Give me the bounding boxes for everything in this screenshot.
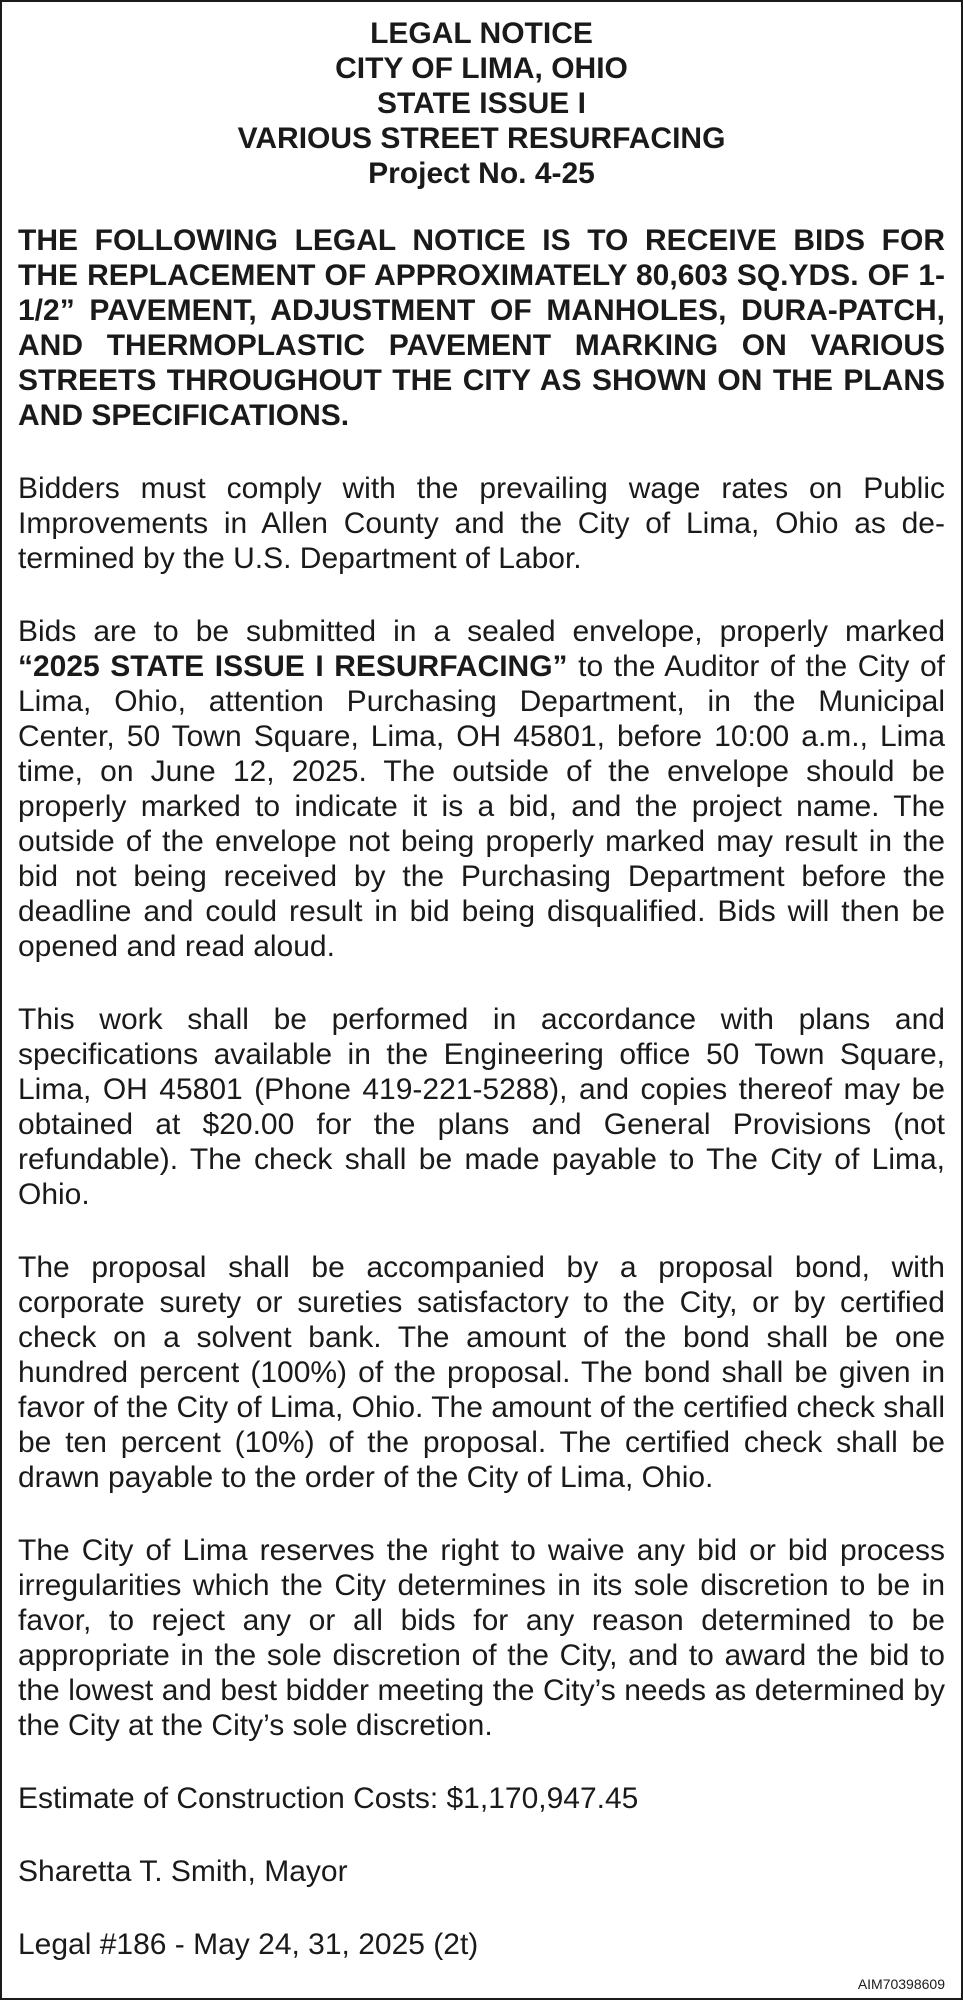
plans-paragraph: This work shall be performed in accordance with plans and specifications available in the Engineering office 50 Town Square, Lima, OH 45801 (Phone 419-221-5288), and copies thereof may be obtained at $20.00 for the plans and General Provisions (not refundable). The check shall be made payable to The City of Lima, Ohio. [18, 1003, 945, 1211]
rights-paragraph: The City of Lima reserves the right to waive any bid or bid process irregularities which the City determines in its sole discretion to be in favor, to reject any or all bids for any reason determined to be appropriate in the sole discretion of the City, and to award the bid to the lowest and best bidder meeting the City’s needs as determined by the City at the City’s sole discretion. [18, 1534, 945, 1742]
lead-paragraph: THE FOLLOWING LEGAL NOTICE IS TO RECEIVE BIDS FOR THE REPLACEMENT OF APPROXIMATELY 80,603 SQ.YDS. OF 1-1/2” PAVEMENT, ADJUSTMENT OF MANHOLES, DURA-PATCH, AND THERMOPLASTIC PAVEMENT MARKING ON VARIOUS STREETS THROUGHOUT THE CITY AS SHOWN ON THE PLANS AND SPECIFICATIONS. [18, 224, 945, 432]
submission-text-end: to the Auditor of the City of Lima, Ohio, attention Purchasing Department, in the Municipal Center, 50 Town Square, Lima, OH 45801, before 10:00 a.m., Lima time, on June 12, 2025. The outside of the envelope should be properly marked to indicate it is a bid, and the project name. The outside of the envelope not being properly marked may result in the bid not being received by the Purchasing Department before the deadline and could result in bid being disqualified. Bids will then be opened and read aloud. [18, 650, 945, 963]
cost-estimate: Estimate of Construction Costs: $1,170,947.45 [18, 1782, 639, 1815]
notice-heading [18, 16, 945, 191]
heading-legal-notice: LEGAL NOTICE [370, 17, 593, 50]
submission-text-start: Bids are to be submitted in a sealed envelope, properly marked [18, 615, 945, 648]
submission-marking: “2025 STATE ISSUE I RESURFACING” [18, 650, 568, 683]
bond-paragraph: The proposal shall be accompanied by a proposal bond, with corporate surety or sureties satisfactory to the City, or by certified check on a solvent bank. The amount of the bond shall be one hundred percent (100%) of the proposal. The bond shall be given in favor of the City of Lima, Ohio. The amount of the certified check shall be ten percent (10%) of the proposal. The certified check shall be drawn payable to the order of the City of Lima, Ohio. [18, 1251, 945, 1494]
legal-reference: Legal #186 - May 24, 31, 2025 (2t) [18, 1928, 479, 1961]
ad-id: AIM70398609 [857, 1976, 945, 1992]
heading-project-title: VARIOUS STREET RESURFACING [237, 122, 726, 155]
wage-paragraph: Bidders must comply with the prevailing wage rates on Public Improvements in Allen County and the City of Lima, Ohio as determined by the U.S. Department of Labor. [18, 472, 945, 575]
submission-paragraph [18, 614, 945, 964]
heading-state-issue: STATE ISSUE I [377, 87, 586, 120]
heading-city: CITY OF LIMA, OHIO [335, 52, 628, 85]
heading-project-number: Project No. 4-25 [368, 157, 595, 190]
mayor-signature: Sharetta T. Smith, Mayor [18, 1855, 348, 1888]
